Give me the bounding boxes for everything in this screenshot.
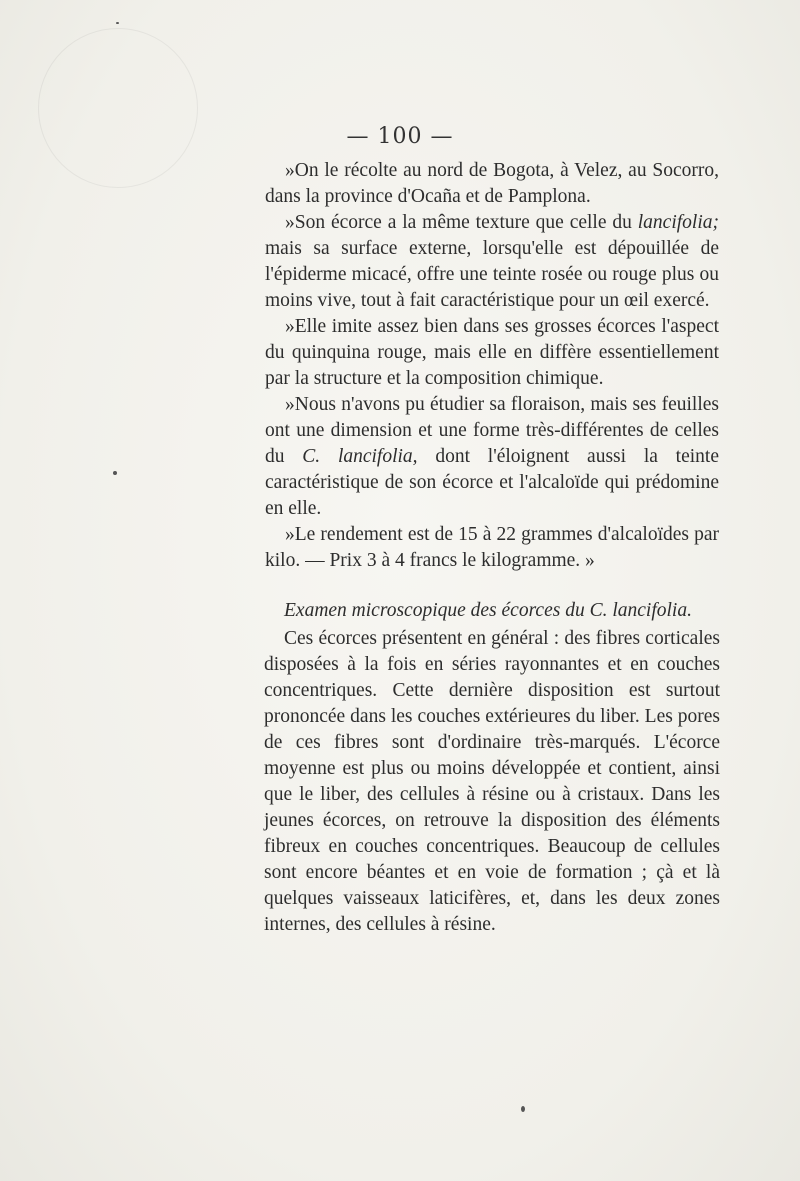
paragraph-red-quinquina: »Elle imite assez bien dans ses grosses écorces l'aspect du quinquina rouge, mais elle en diffère essentiellement par la structure et la composition chimique. (265, 316, 719, 389)
page-number: — 100 — (346, 124, 454, 149)
species-name-italic: lancifolia; (637, 212, 719, 233)
microscopic-section (264, 598, 720, 938)
paragraph-bark-texture (265, 210, 719, 314)
species-name-italic: C. lancifolia, (302, 446, 418, 467)
paragraph-text: mais sa surface externe, lorsqu'elle est dépouillée de l'épiderme micacé, offre une teinte rosée ou rouge plus ou moins vive, tout à fait caractéristique pour un œil exercé. (265, 238, 719, 311)
ink-speck (113, 471, 117, 475)
paragraph-text: dont l'éloignent aussi la teinte caractéristique de son écorce et l'alcaloïde qui prédomine en elle. (265, 446, 719, 519)
faded-stamp-mark (38, 28, 198, 188)
section-body: Ces écorces présentent en général : des fibres corticales disposées à la fois en séries rayonnantes et en couches concentriques. Cette dernière disposition est surtout prononcée dans les couches extérieures du liber. Les pores de ces fibres sont d'ordinaire très-marqués. L'écorce moyenne est plus ou moins développée et contient, ainsi que le liber, des cellules à résine ou à cristaux. Dans les jeunes écorces, on retrouve la disposition des éléments fibreux en couches concentriques. Beaucoup de cellules sont encore béantes et en voie de formation ; çà et là quelques vaisseaux laticifères, et, dans les deux zones internes, des cellules à résine. (264, 628, 720, 935)
section-title: Examen microscopique des écorces du C. lancifolia. (284, 600, 692, 621)
paragraph-text: »Son écorce a la même texture que celle du (285, 212, 638, 233)
ink-speck (521, 1106, 525, 1112)
paragraph-harvest-location: »On le récolte au nord de Bogota, à Velez, au Socorro, dans la province d'Ocaña et de Pamplona. (265, 160, 719, 207)
paragraph-yield-price: »Le rendement est de 15 à 22 grammes d'alcaloïdes par kilo. — Prix 3 à 4 francs le kilogramme. » (265, 524, 719, 571)
paragraph-flowering (265, 392, 719, 522)
paragraph-text: »Nous n'avons pu étudier sa floraison, mais ses feuilles ont une dimension et une forme très-différentes de celles du (265, 394, 719, 467)
ink-speck (116, 22, 119, 24)
quoted-passage (265, 158, 719, 594)
